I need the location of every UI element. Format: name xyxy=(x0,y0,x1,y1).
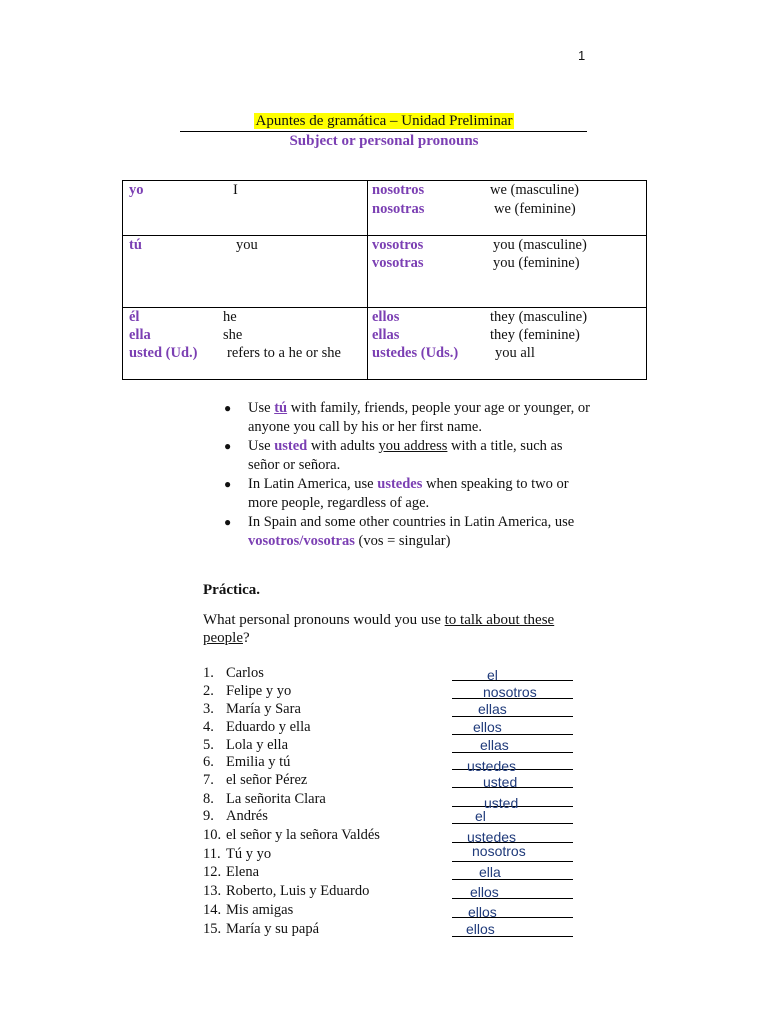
item-text: Elena xyxy=(226,864,260,880)
pronoun-meaning: you (masculine) xyxy=(493,237,587,253)
pronoun-meaning: refers to a he or she xyxy=(227,345,341,361)
note-keyword: ustedes xyxy=(377,476,423,492)
item-number: 5. xyxy=(203,737,214,753)
list-item xyxy=(203,827,583,845)
item-number: 1. xyxy=(203,665,214,681)
bullet-icon: ● xyxy=(224,515,232,529)
list-item xyxy=(203,808,583,826)
pronoun-meaning: you xyxy=(236,237,258,253)
bullet-icon: ● xyxy=(224,401,232,415)
item-number: 10. xyxy=(203,827,222,843)
item-number: 8. xyxy=(203,791,214,807)
item-text: Mis amigas xyxy=(226,902,294,918)
item-number: 6. xyxy=(203,754,214,770)
pronoun-meaning: she xyxy=(223,327,243,343)
bullet-icon: ● xyxy=(224,477,232,491)
bullet-icon: ● xyxy=(224,439,232,453)
handwritten-answer: ellos xyxy=(468,904,497,920)
note-text: Use xyxy=(248,438,275,454)
answer-blank-line xyxy=(452,752,573,753)
item-number: 7. xyxy=(203,772,214,788)
title-underline xyxy=(180,131,587,132)
item-text: Felipe y yo xyxy=(226,683,292,699)
list-item xyxy=(203,843,583,864)
pronoun-meaning: they (feminine) xyxy=(490,327,580,343)
list-item xyxy=(224,399,590,436)
question-underlined-text: to talk about these people xyxy=(203,612,555,646)
pronoun-meaning: you (feminine) xyxy=(493,255,580,271)
pronoun-label: vosotras xyxy=(372,255,424,271)
handwritten-answer: ellos xyxy=(466,921,495,937)
table-cell-singular xyxy=(123,181,368,236)
table-cell-plural xyxy=(368,308,647,380)
practice-question xyxy=(203,611,563,647)
pronoun-meaning: you all xyxy=(495,345,535,361)
answer-blank-line xyxy=(452,879,573,880)
question-text: ? xyxy=(242,630,250,646)
handwritten-answer: ustedes xyxy=(467,758,517,774)
page-number: 1 xyxy=(578,48,586,63)
usage-notes-list xyxy=(224,399,590,551)
document-title xyxy=(0,113,768,130)
pronoun-meaning: he xyxy=(223,309,237,325)
item-text: María y Sara xyxy=(226,701,301,717)
pronoun-label: nosotros xyxy=(372,182,425,198)
handwritten-answer: usted xyxy=(483,774,518,790)
list-item xyxy=(203,772,583,790)
note-text: when speaking to two or more people, regardless of age. xyxy=(248,476,569,511)
list-item xyxy=(203,665,583,683)
pronoun-meaning: we (feminine) xyxy=(494,201,576,217)
list-item xyxy=(224,475,590,512)
item-text: Roberto, Luis y Eduardo xyxy=(226,883,370,899)
note-text: with adults xyxy=(307,438,379,454)
handwritten-answer: el xyxy=(487,667,498,683)
list-item xyxy=(203,864,583,882)
pronoun-meaning: they (masculine) xyxy=(490,309,588,325)
item-number: 13. xyxy=(203,883,222,899)
list-item xyxy=(203,683,583,701)
pronoun-label: ustedes (Uds.) xyxy=(372,345,459,361)
note-text: In Spain and some other countries in Latin America, use xyxy=(248,514,575,530)
item-text: María y su papá xyxy=(226,921,320,937)
note-text: In Latin America, use xyxy=(248,476,378,492)
handwritten-answer: ustedes xyxy=(467,829,517,845)
item-number: 9. xyxy=(203,808,214,824)
table-row xyxy=(123,181,647,236)
item-number: 15. xyxy=(203,921,222,937)
handwritten-answer: usted xyxy=(484,795,519,811)
item-text: La señorita Clara xyxy=(226,791,326,807)
list-item xyxy=(203,883,583,901)
table-cell-plural xyxy=(368,236,647,308)
handwritten-answer: nosotros xyxy=(483,684,537,700)
question-text: What personal pronouns would you use xyxy=(203,612,445,628)
pronoun-label: usted (Ud.) xyxy=(129,345,198,361)
handwritten-answer: ellos xyxy=(473,719,502,735)
item-text: Carlos xyxy=(226,665,264,681)
handwritten-answer: ellas xyxy=(480,737,509,753)
table-cell-singular xyxy=(123,308,368,380)
item-text: el señor y la señora Valdés xyxy=(226,827,380,843)
answer-blank-line xyxy=(452,716,573,717)
note-text: (vos = singular) xyxy=(354,532,451,549)
table-cell-plural xyxy=(368,181,647,236)
note-keyword: tú xyxy=(274,400,288,416)
practice-heading: Práctica. xyxy=(203,582,261,598)
pronoun-label: vosotros xyxy=(372,237,424,253)
item-text: Lola y ella xyxy=(226,737,289,753)
answer-blank-line xyxy=(452,861,573,862)
pronoun-label: ellas xyxy=(372,327,400,343)
pronoun-label: ellos xyxy=(372,309,400,325)
list-item xyxy=(203,791,583,809)
note-keyword: vosotros/vosotras xyxy=(248,532,355,549)
list-item xyxy=(203,701,583,719)
handwritten-answer: el xyxy=(475,808,486,824)
item-number: 14. xyxy=(203,902,222,918)
item-text: Emilia y tú xyxy=(226,754,291,770)
pronoun-table xyxy=(122,180,647,380)
pronoun-meaning: I xyxy=(233,182,238,198)
item-text: el señor Pérez xyxy=(226,772,308,788)
item-number: 4. xyxy=(203,719,214,735)
note-underlined-text: you address xyxy=(378,438,448,454)
item-number: 12. xyxy=(203,864,222,880)
item-number: 3. xyxy=(203,701,214,717)
pronoun-label: nosotras xyxy=(372,201,425,217)
document-title-text: Apuntes de gramática – Unidad Preliminar xyxy=(255,113,513,129)
list-item xyxy=(203,902,583,920)
pronoun-label: tú xyxy=(129,237,142,253)
item-number: 2. xyxy=(203,683,214,699)
table-row xyxy=(123,236,647,308)
pronoun-label: yo xyxy=(129,182,144,198)
list-item xyxy=(203,737,583,755)
pronoun-meaning: we (masculine) xyxy=(490,182,579,198)
handwritten-answer: nosotros xyxy=(472,843,526,859)
handwritten-answer: ellas xyxy=(478,701,507,717)
list-item xyxy=(224,513,590,550)
handwritten-answer: ella xyxy=(479,864,501,880)
list-item xyxy=(224,437,590,474)
answer-blank-line xyxy=(452,823,573,824)
note-text: with family, friends, people your age or younger, or anyone you call by his or her first name. xyxy=(248,400,590,435)
item-number: 11. xyxy=(203,846,221,862)
note-text: with a title, such as señor or señora. xyxy=(248,438,563,473)
list-item xyxy=(203,921,583,939)
document-subtitle: Subject or personal pronouns xyxy=(289,133,479,149)
answer-blank-line xyxy=(452,680,573,681)
item-text: Tú y yo xyxy=(226,846,272,862)
item-text: Eduardo y ella xyxy=(226,719,311,735)
list-item xyxy=(203,719,583,737)
handwritten-answer: ellos xyxy=(470,884,499,900)
pronoun-label: él xyxy=(129,309,140,325)
note-text: Use xyxy=(248,400,275,416)
note-keyword: usted xyxy=(274,438,308,454)
table-cell-singular xyxy=(123,236,368,308)
pronoun-label: ella xyxy=(129,327,151,343)
list-item xyxy=(203,754,583,772)
table-row xyxy=(123,308,647,380)
answer-blank-line xyxy=(452,734,573,735)
item-text: Andrés xyxy=(226,808,268,824)
